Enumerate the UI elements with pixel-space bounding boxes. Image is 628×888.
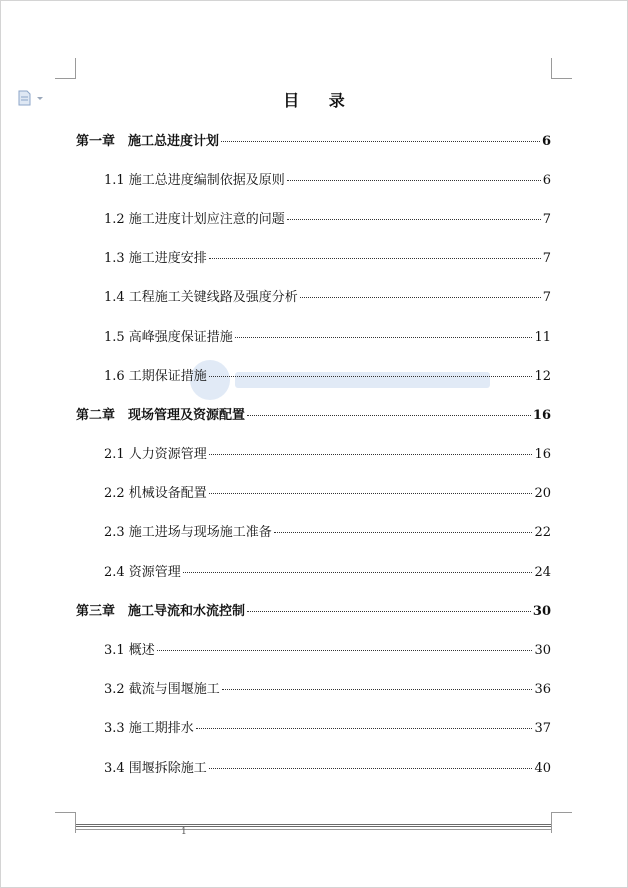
toc-entry-2-4[interactable] — [104, 561, 551, 580]
toc-entry-page: 16 — [534, 447, 551, 462]
toc-leader-dots — [221, 141, 540, 142]
toc-entry-1-2[interactable] — [104, 208, 551, 227]
toc-entry-label: 1.2 施工进度计划应注意的问题 — [104, 212, 285, 227]
toc-leader-dots — [209, 493, 533, 494]
toc-leader-dots — [209, 454, 533, 455]
toc-leader-dots — [247, 415, 531, 416]
toc-entry-label: 1.3 施工进度安排 — [104, 251, 207, 266]
toc-entry-3-1[interactable] — [104, 639, 551, 658]
toc-entry-2-1[interactable] — [104, 443, 551, 462]
toc-entry-page: 7 — [542, 212, 551, 227]
toc-entry-1-5[interactable] — [104, 326, 551, 345]
toc-leader-dots — [157, 650, 533, 651]
toc-entry-2-3[interactable] — [104, 521, 551, 540]
toc-entry-page: 7 — [542, 290, 551, 305]
toc-entry-label: 2.3 施工进场与现场施工准备 — [104, 525, 272, 540]
toc-entry-page: 24 — [534, 565, 551, 580]
footer-rule — [76, 824, 551, 827]
toc-entry-page: 30 — [534, 643, 551, 658]
toc-leader-dots — [235, 337, 533, 338]
toc-leader-dots — [287, 180, 541, 181]
toc-entry-page: 20 — [534, 486, 551, 501]
toc-entry-1-3[interactable] — [104, 247, 551, 266]
toc-leader-dots — [209, 376, 533, 377]
crop-mark-bottom-left — [55, 812, 76, 833]
toc-entry-3-4[interactable] — [104, 757, 551, 776]
toc-entry-label: 2.2 机械设备配置 — [104, 486, 207, 501]
toc-entry-page: 16 — [532, 408, 551, 423]
toc-entry-label: 1.4 工程施工关键线路及强度分析 — [104, 290, 298, 305]
toc-entry-chapter-2[interactable] — [76, 404, 551, 423]
page-number: 1 — [181, 827, 187, 837]
toc-entry-label: 2.1 人力资源管理 — [104, 447, 207, 462]
toc-entry-label: 第一章 施工总进度计划 — [76, 134, 220, 149]
toc-leader-dots — [222, 689, 533, 690]
toc-leader-dots — [247, 611, 531, 612]
toc-leader-dots — [300, 297, 541, 298]
crop-mark-top-left — [55, 58, 76, 79]
toc-entry-1-1[interactable] — [104, 169, 551, 188]
toc-leader-dots — [196, 728, 533, 729]
toc-entry-label: 3.2 截流与围堰施工 — [104, 682, 220, 697]
toc-entry-page: 11 — [534, 330, 551, 345]
footer-rule-thin — [76, 829, 551, 830]
toc-leader-dots — [209, 768, 533, 769]
toc-entry-1-6[interactable] — [104, 365, 551, 384]
toc-entry-label: 1.1 施工总进度编制依据及原则 — [104, 173, 285, 188]
toc-entry-1-4[interactable] — [104, 286, 551, 305]
toc-entry-3-3[interactable] — [104, 717, 551, 736]
toc-entry-page: 40 — [534, 761, 551, 776]
toc-entry-label: 第二章 现场管理及资源配置 — [76, 408, 246, 423]
toc-leader-dots — [183, 572, 533, 573]
toc-leader-dots — [287, 219, 541, 220]
toc-entry-chapter-1[interactable] — [76, 130, 551, 149]
toc-entry-label: 3.3 施工期排水 — [104, 721, 194, 736]
toc-entry-3-2[interactable] — [104, 678, 551, 697]
toc-entry-chapter-3[interactable] — [76, 600, 551, 619]
toc-entry-page: 6 — [541, 134, 551, 149]
crop-mark-bottom-right — [551, 812, 572, 833]
toc-entry-page: 37 — [534, 721, 551, 736]
toc-entry-label: 第三章 施工导流和水流控制 — [76, 604, 246, 619]
toc-title: 目 录 — [283, 91, 357, 110]
toc-entry-2-2[interactable] — [104, 482, 551, 501]
toc-entry-label: 3.1 概述 — [104, 643, 155, 658]
toc-entry-page: 30 — [532, 604, 551, 619]
toc-entry-page: 36 — [534, 682, 551, 697]
toc-entry-label: 2.4 资源管理 — [104, 565, 181, 580]
toc-entry-page: 6 — [542, 173, 551, 188]
toc-entry-label: 1.5 高峰强度保证措施 — [104, 330, 233, 345]
toc-leader-dots — [274, 532, 533, 533]
crop-mark-top-right — [551, 58, 572, 79]
toc-entry-label: 3.4 围堰拆除施工 — [104, 761, 207, 776]
toc-entry-label: 1.6 工期保证措施 — [104, 369, 207, 384]
toc-entry-page: 7 — [542, 251, 551, 266]
toc-leader-dots — [209, 258, 541, 259]
toc-entry-page: 22 — [534, 525, 551, 540]
toc-entry-page: 12 — [534, 369, 551, 384]
